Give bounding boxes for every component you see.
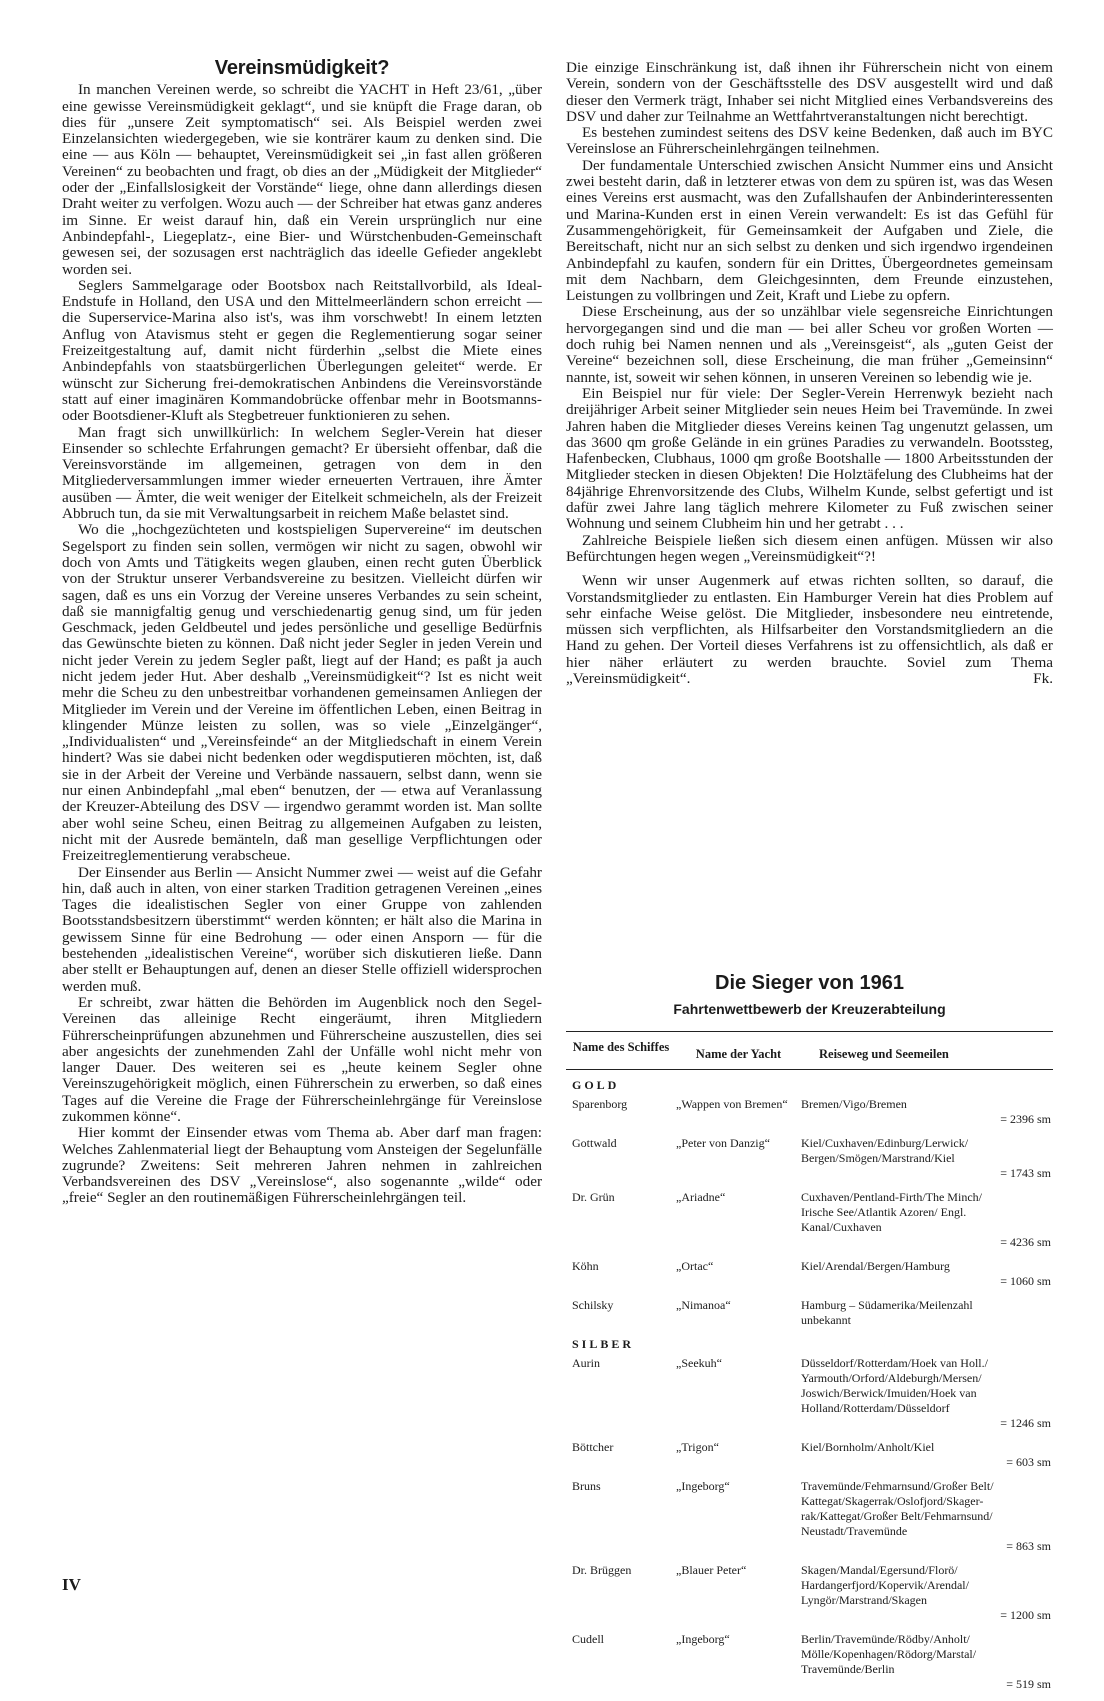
yacht-name: „Seekuh“ [676,1356,722,1370]
distance-value: = 519 sm [1006,1677,1051,1691]
table-row [566,1136,1053,1181]
route-line: Bergen/Smögen/Marstrand/Kiel [801,1151,955,1165]
table-row [566,1356,1053,1431]
route-line: Düsseldorf/Rotterdam/Hoek van Holl./ [801,1356,988,1370]
skipper-name: Aurin [572,1356,600,1370]
route-line: Kanal/Cuxhaven [801,1220,882,1234]
route-cell [801,1632,1053,1692]
page-number: IV [62,1575,81,1594]
route-cell [801,1097,1053,1127]
route-line: Bremen/Vigo/Bremen [801,1097,907,1111]
route-line: Holland/Rotterdam/Düsseldorf [801,1401,950,1415]
table-header-rule [566,1069,1053,1070]
article-paragraph: Ein Beispiel nur für viele: Der Segler-Verein Herrenwyk bezieht nach dreijähriger Arbeit seiner Mitglieder sein neues Heim bei Travemünde. In zwei Jahren haben die Mitglieder dieses Vereins keinen Tag ungenutzt gelassen, um das 3600 qm große Gelände in ein grünes Paradies zu verwandeln. Bootssteg, Hafenbecken, Clubhaus, 1000 qm große Bootshalle — 1800 Arbeitsstunden der Mitglieder stecken in diesen Objekten! Die Holztäfelung des Clubheims hat der 84jährige Ehrenvorsitzende des Clubs, Wilhelm Kunde, selbst gefertigt und ist dafür zwei Jahre lang täglich mehrere Kilometer zu Fuß zwischen seiner Wohnung und seinem Clubheim hin und her getrabt . . . [566,384,1053,533]
route-line: Kiel/Arendal/Bergen/Hamburg [801,1259,950,1273]
article-paragraph: Zahlreiche Beispiele ließen sich diesem einen anfügen. Müssen wir also Befürchtungen hegen wegen „Vereinsmüdigkeit“?! [566,531,1053,565]
route-line: Travemünde/Berlin [801,1662,895,1676]
route-line: Hardangerfjord/Kopervik/Arendal/ [801,1578,969,1592]
route-cell [801,1298,1053,1328]
yacht-name: „Ortac“ [676,1259,714,1273]
skipper-name: Gottwald [572,1136,617,1150]
section-label: SILBER [572,1337,635,1351]
route-line: Travemünde/Fehmarnsund/Großer Belt/ [801,1479,994,1493]
winners-box [566,972,1053,1701]
article-paragraph: Der Einsender aus Berlin — Ansicht Nummer zwei — weist auf die Gefahr hin, daß auch in alten, von einer starken Tradition getragenen Vereinen „eines Tages die idealistischen Segler von einer Gruppe von zahlenden Bootsstandsbesitzern überstimmt“ werden könnten; er hält also die Marina in gewissem Sinne für eine Bedrohung — oder einen Ansporn — für die bestehenden „idealistischen Vereine“, worüber sich diskutieren ließe. Dann aber stellt er Behauptungen auf, denen an dieser Stelle offiziell widersprochen werden muß. [62,863,542,995]
article-paragraph: Man fragt sich unwillkürlich: In welchem Segler-Verein hat dieser Einsender so schlechte Erfahrungen gemacht? Er übersieht offenbar, daß die Vereinsvorstände im allgemeinen, getragen von dem in den Mitgliederversammlungen immer wieder erneuerten Vertrauen, ihre Ämter ausüben — Ämter, die weit weniger der Eitelkeit schmeicheln, als der Freizeit Abbruch tun, da sie mit Verwaltungsarbeit in reichem Maße belastet sind. [62,423,542,523]
distance-value: = 1060 sm [1000,1274,1051,1288]
article-paragraph: Er schreibt, zwar hätten die Behörden im Augenblick noch den Segel-Vereinen das alleinige Recht eingeräumt, ihren Mitgliedern Führerscheinprüfungen abzunehmen und Führerscheine auszustellen, dies sei aber angesichts der zunehmenden Zahl der Unfälle wohl nicht mehr von langer Dauer. Des weiteren sei es „heute keinem Segler ohne Vereinszugehörigkeit möglich, einen Führerschein zu erwerben, so daß eines Tages auf die Vereine die Frage der Führerscheinlehrgänge für Vereinslose zukommen könne“. [62,993,542,1125]
article-paragraph: Es bestehen zumindest seitens des DSV keine Bedenken, daß auch im BYC Vereinslose an Führerscheinlehrgängen teilnehmen. [566,124,1053,158]
winners-table-body [566,1078,1053,1692]
table-row [566,1563,1053,1623]
route-line: Kattegat/Skagerrak/Oslofjord/Skager- [801,1494,984,1508]
route-line: Berlin/Travemünde/Rödby/Anholt/ [801,1632,970,1646]
header-skipper: Name des Schiffes [572,1040,670,1054]
article-paragraph-text: Wenn wir unser Augenmerk auf etwas richten sollten, so darauf, die Vorstandsmitglieder zu entlasten. Ein Hamburger Verein hat dies Problem auf sehr einfache Weise gelöst. Die Mitglieder, insbesondere neu eintretende, müssen sich verpflichten, als Hilfsarbeiter den Vorstandsmitgliedern an die Hand zu gehen. Der Vorteil dieses Verfahrens ist zu offensichtlich, als daß er hier näher erläutert zu werden brauchte. Soviel zum Thema „Vereinsmüdigkeit“. [566,572,1053,687]
section-label: GOLD [572,1078,620,1092]
yacht-name: „Ariadne“ [676,1190,726,1204]
route-line: Joswich/Berwick/Imuiden/Hoek van [801,1386,977,1400]
article-paragraph: Wo die „hochgezüchteten und kostspieligen Supervereine“ im deutschen Segelsport zu finden sein sollen, vermögen wir nicht zu sagen, obwohl wir doch von Amts und Tätigkeits wegen glauben, einen recht guten Überblick von der Struktur unserer Verbandsvereine zu besitzen. Vielleicht dürfen wir sagen, daß es uns ein Vorzug der Vereine unseres Verbandes zu sein scheint, daß sie mannigfaltig genug und verschiedenartig genug sind, um für jeden Geschmack, jeden Geldbeutel und jedes persönliche und gesellige Bedürfnis das Gewünschte bieten zu können. Daß nicht jeder Segler in jeden Verein und nicht jeder Verein zu jedem Segler paßt, liegt auf der Hand; es paßt ja auch nicht jedem jeder Hut. Aber deshalb „Vereinsmüdigkeit“? Ist es nicht weit mehr die Scheu zu den unbestreitbar vorhandenen gemeinsamen Anliegen der Mitglieder im Verein und der Vereine im öffentlichen Leben, einen Beitrag in klingender Münze leisten zu sollen, was so viele „Einzelgänger“, „Individualisten“ und „Vereinsfeinde“ an der Mitgliedschaft in einem Verein hindert? Was sie dabei nicht bedenken oder wegdisputieren möchten, ist, daß sie in der Arbeit der Vereine und Verbände nassauern, selbst dann, wenn sie nur einen Anbindepfahl „mal eben“ benutzen, der — etwa auf Veranlassung der Kreuzer-Abteilung des DSV — irgendwo gerammt worden ist. Man sollte aber wohl seine Scheu, einen Beitrag zu allgemeinen Aufgaben zu leisten, nicht mit der Ausrede bemänteln, daß man gesellige Verpflichtungen oder Freizeitreglementierung verabscheue. [62,521,542,865]
distance-value: = 1743 sm [1000,1166,1051,1180]
article-paragraph: In manchen Vereinen werde, so schreibt die YACHT in Heft 23/61, „über eine gewisse Vereinsmüdigkeit geklagt“, und sie knüpft die Frage daran, ob dies für „unsere Zeit symptomatisch“ sei. Als Beispiel werden zwei Einzelansichten wiedergegeben, wie sie konträrer kaum zu denken sind. Die eine — aus Köln — behauptet, Vereinsmüdigkeit sei „in fast allen größeren Vereinen“ zu beobachten und fragt, ob dies an der „Müdigkeit der Mitglieder“ oder der „Einfallslosigkeit der Vorstände“ liege, ohne dann allerdings diesen Draht weiter zu verfolgen. Wozu auch — der Schreiber hat etwas ganz anderes im Sinne. Er weist darauf hin, daß ein Verein ursprünglich nur eine Anbindepfahl-, Liegeplatz-, eine Bier- und Würstchenbuden-Gemeinschaft gewesen sei, der sozusagen erst nachträglich das ideelle Gefieder angeklebt worden sei. [62,81,542,278]
article-title: Vereinsmüdigkeit? [214,57,390,79]
route-cell [801,1356,1053,1431]
distance-value: = 2396 sm [1000,1112,1051,1126]
skipper-name: Dr. Grün [572,1190,615,1204]
yacht-name: „Ingeborg“ [676,1479,730,1493]
route-line: Mölle/Kopenhagen/Rödorg/Marstal/ [801,1647,977,1661]
skipper-name: Köhn [572,1259,599,1273]
header-yacht: Name der Yacht [695,1047,782,1061]
route-line: Kiel/Bornholm/Anholt/Kiel [801,1440,935,1454]
route-line: rak/Kattegat/Großer Belt/Fehmarnsund/ [801,1509,993,1523]
route-cell [801,1190,1053,1250]
article-paragraph: Die einzige Einschränkung ist, daß ihnen ihr Führerschein nicht von einem Verein, sondern von der Geschäftsstelle des DSV ausgestellt wird und daß dieser den Vermerk trägt, Inhaber sei nicht Mitglied eines Verbandsvereins des DSV und daher zur Teilnahme an Wettfahrtveranstaltungen nicht berechtigt. [566,59,1053,125]
table-header [566,1032,1053,1069]
route-cell [801,1440,1053,1470]
winners-subtitle: Fahrtenwettbewerb der Kreuzerabteilung [673,1001,946,1017]
route-line: Lyngör/Marstrand/Skagen [801,1593,927,1607]
route-cell [801,1136,1053,1181]
table-row [566,1190,1053,1250]
route-line: Kiel/Cuxhaven/Edinburg/Lerwick/ [801,1136,969,1150]
article-paragraph: Seglers Sammelgarage oder Bootsbox nach Reitstallvorbild, als Ideal-Endstufe in Holland, den USA und den Mittelmeerländern schon erreicht — die Superservice-Marina also ist's, was ihm vorschwebt! In einem letzten Anflug von Atavismus steht er gegen die Reglementierung sogar seiner Freizeitgestaltung auf, damit nicht fürderhin „selbst die Miete eines Anbindepfahls von staatsbürgerlichen Überlegungen geleitet“ werde. Er wünscht zur Sicherung frei-demokratischen Anbindens die Vereinsvorstände statt auf einer imaginären Kommandobrücke offenbar mehr in Bootsmanns- oder Bootsdiener-Kluft als Stegbetreuer funktionieren zu sehen. [62,276,542,425]
skipper-name: Sparenborg [572,1097,628,1111]
yacht-name: „Trigon“ [676,1440,719,1454]
distance-value: = 863 sm [1006,1539,1051,1553]
skipper-name: Schilsky [572,1298,614,1312]
winners-title: Die Sieger von 1961 [715,972,904,994]
distance-value: = 1200 sm [1000,1608,1051,1622]
article-paragraph-last [566,573,1053,687]
distance-value: = 4236 sm [1000,1235,1051,1249]
yacht-name: „Blauer Peter“ [676,1563,747,1577]
route-line: Irische See/Atlantik Azoren/ Engl. [801,1205,967,1219]
table-row [566,1479,1053,1554]
yacht-name: „Wappen von Bremen“ [676,1097,788,1111]
route-cell [801,1479,1053,1554]
article-left-column [62,57,542,1207]
route-cell [801,1563,1053,1623]
route-line: Yarmouth/Orford/Aldeburgh/Mersen/ [801,1371,982,1385]
table-row [566,1298,1053,1328]
route-cell [801,1259,1053,1289]
yacht-name: „Peter von Danzig“ [676,1136,770,1150]
skipper-name: Cudell [572,1632,604,1646]
header-route: Reiseweg und Seemeilen [819,1047,949,1061]
article-paragraph: Hier kommt der Einsender etwas vom Thema ab. Aber darf man fragen: Welches Zahlenmaterial liegt der Behauptung vom Ansteigen der Segelunfälle zugrunde? Zweitens: Seit mehreren Jahren nehmen in zahlreichen Verbandsvereinen des DSV „Vereinslose“, also sogenannte „wilde“ oder „freie“ Segler an den routinemäßigen Führerscheinlehrgängen teil. [62,1124,542,1207]
route-line: Hamburg – Südamerika/Meilenzahl [801,1298,973,1312]
route-line: Cuxhaven/Pentland-Firth/The Minch/ [801,1190,982,1204]
route-line: Skagen/Mandal/Egersund/Florö/ [801,1563,958,1577]
skipper-name: Böttcher [572,1440,614,1454]
author-signature: Fk. [1033,669,1053,687]
yacht-name: „Ingeborg“ [676,1632,730,1646]
route-line: unbekannt [801,1313,851,1327]
yacht-name: „Nimanoa“ [676,1298,731,1312]
distance-value: = 1246 sm [1000,1416,1051,1430]
skipper-name: Dr. Brüggen [572,1563,632,1577]
distance-value: = 603 sm [1006,1455,1051,1469]
table-row [566,1097,1053,1127]
table-row [566,1440,1053,1470]
route-line: Neustadt/Travemünde [801,1524,908,1538]
article-paragraph: Diese Erscheinung, aus der so unzählbar viele segensreiche Einrichtungen hervorgegangen sind und die man — bei aller Scheu vor großen Worten — doch ruhig bei Namen nennen und als „Vereinsgeist“, als „guten Geist der Vereine“ bezeichnen soll, diese Erscheinung, die man früher „Gemeinsinn“ nannte, ist, soweit wir sehen können, in unseren Vereinen so lebendig wie je. [566,303,1053,386]
skipper-name: Bruns [572,1479,601,1493]
article-right-column [566,60,1053,687]
table-row [566,1259,1053,1289]
table-row [566,1632,1053,1692]
article-paragraph: Der fundamentale Unterschied zwischen Ansicht Nummer eins und Ansicht zwei besteht darin, daß in letzterer etwas von dem zu spüren ist, was das Wesen eines Vereins erst ausmacht, was den Zufallshaufen der Anbinderinteressenten und Marina-Kunden erst in einen Verein verwandelt: Es ist das Gefühl für Zusammengehörigkeit, für Gemeinsamkeit der Aufgaben und Ziele, die Bereitschaft, nicht nur an sich selbst zu denken und sich irgendwo irgendeinen Anbindepfahl zu kaufen, sondern für ein Drittes, Übergeordnetes gemeinsam mit dem Nachbarn, dem Gleichgesinnten, dem Freunde einzustehen, Leistungen zu vollbringen und Zeit, Kraft und Liebe zu opfern. [566,156,1053,305]
